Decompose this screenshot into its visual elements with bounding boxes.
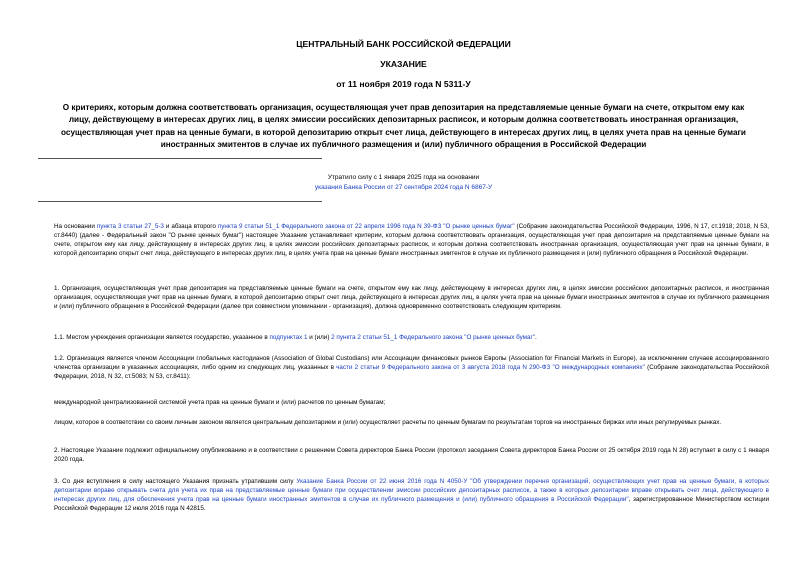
paragraph-2-text: 2. Настоящее Указание подлежит официальному опубликованию и в соответствии с решением Совета директоров Банка России (протокол заседания Совета директоров Банка России от 25 октября 2019 года N 28) вступает в силу с 1 января 2020 года.: [54, 447, 769, 463]
divider-top: [38, 158, 322, 159]
expiry-note-text: Утратило силу с 1 января 2025 года на основании: [327, 174, 480, 181]
paragraph-1-1: [38, 334, 769, 343]
paragraph-1-2-text-1: 1.2. Организация является членом Ассоциации глобальных кастодианов (Association of Global Custodians) или Ассоциации финансовых рынков Европы (Association for Financial Markets in Europe), за исключением случаев ассоциированного членства организации в указанных ассоциациях, либо одним из следующих лиц, указанных в: [54, 355, 769, 371]
paragraph-1-1-text-3: .: [535, 334, 537, 341]
paragraph-1-2-item-1: [38, 399, 769, 408]
issuer-heading: ЦЕНТРАЛЬНЫЙ БАНК РОССИЙСКОЙ ФЕДЕРАЦИИ: [296, 39, 511, 49]
preamble-text-1: На основании: [54, 223, 97, 230]
paragraph-1-2-item-2: [38, 419, 769, 428]
securities-market-law-link[interactable]: пункта 9 статьи 51_1 Федерального закона от 22 апреля 1996 года N 39-ФЗ "О рынке ценных бумаг": [217, 223, 515, 230]
paragraph-3-text-1: 3. Со дня вступления в силу настоящего Указания признать утратившим силу: [54, 478, 297, 485]
paragraph-1-2-item-1-text: международной централизованной системой учета прав на ценные бумаги и (или) расчетов по ценным бумагам;: [54, 399, 386, 406]
divider-bottom: [38, 201, 322, 202]
document-title: О критериях, которым должна соответствовать организация, осуществляющая учет прав депозитария на представляемые ценные бумаги на счете, открытом ему как лицу, действующему в интересах других лиц, в целях эмиссии российских депозитарных расписок, и которым должна соответствовать иностранная организация, осуществляющая учет прав на ценные бумаги, в которой депозитарию открыт счет лица, действующего в интересах других лиц, в целях учета прав на ценные бумаги иностранных эмитентов в случае их публичного размещения и (или) публичного обращения в Российской Федерации: [61, 103, 746, 150]
paragraph-2: [38, 447, 769, 465]
expiry-basis-link[interactable]: указания Банка России от 27 сентября 2024 года N 6867-У: [314, 184, 493, 191]
paragraph-1-1-text-1: 1.1. Местом учреждения организации является государство, указанное в: [54, 334, 270, 341]
paragraph-1-2: [38, 355, 769, 382]
expiry-note: [0, 173, 807, 193]
paragraph-1: [38, 285, 769, 312]
paragraph-3: [38, 478, 769, 514]
article-51-1-link[interactable]: 2 пункта 2 статьи 51_1 Федерального закона "О рынке ценных бумаг": [331, 334, 536, 341]
instruction-4050-u-link[interactable]: Указание Банка России от 22 июня 2016 года N 4050-У "Об утверждении перечня организаций, осуществляющих учет прав на ценные бумаги, в которых депозитарии вправе открывать счета для учета их прав на представляемые ценные бумаги при осуществлении эмиссии российских депозитарных расписок, а также в которых депозитарии вправе открывать счет лица, действующего в интересах других лиц, для обеспечения учета прав на ценные бумаги иностранных эмитентов в случае их публичного размещения и (или) публичного обращения в Российской Федерации": [54, 478, 769, 503]
international-companies-law-link[interactable]: части 2 статьи 9 Федерального закона от 3 августа 2018 года N 290-ФЗ "О международных компаниях": [336, 363, 645, 371]
document-date-number: от 11 ноября 2019 года N 5311-У: [336, 79, 471, 89]
paragraph-1-2-text-2: (Собрание законодательства Российской Федерации, 2018, N 32, ст.5083; N 53, ст.8411):: [54, 363, 769, 380]
paragraph-3-text-2: , зарегистрированное Министерством юстиции Российской Федерации 12 июля 2016 года N 42815.: [54, 495, 769, 512]
paragraph-1-2-item-2-text: лицом, которое в соответствии со своим личным законом является центральным депозитарием и (или) осуществляет расчеты по ценным бумагам по результатам торгов на иностранных биржах или иных регулируемых рынках.: [54, 419, 722, 426]
paragraph-1-1-text-2: и (или): [307, 334, 332, 341]
law-article-27-5-3-link[interactable]: пункта 3 статьи 27_5-3: [96, 223, 164, 230]
preamble-text-3: (Собрание законодательства Российской Федерации, 1996, N 17, ст.1918; 2018, N 53, ст.8440) (далее - Федеральный закон "О рынке ценных бумаг") настоящее Указание устанавливает критерии, которым должна соответствовать организация, осуществляющая учет прав депозитария на представляемые ценные бумаги на счете, открытом ему как лицу, действующему в интересах других лиц, в целях эмиссии российских депозитарных расписок, и которым должна соответствовать иностранная организация, осуществляющая учет прав на ценные бумаги, в которой депозитарию открыт счет лица, действующего в интересах других лиц, в целях учета прав на ценные бумаги иностранных эмитентов в случае их публичного размещения и (или) публичного обращения в Российской Федерации.: [54, 223, 770, 257]
paragraph-1-text: 1. Организация, осуществляющая учет прав депозитария на представляемые ценные бумаги на счете, открытом ему как лицу, действующему в интересах других лиц, в целях эмиссии российских депозитарных расписок, и иностранная организация, осуществляющая учет прав на ценные бумаги, в которой депозитарию открыт счет лица, действующего в интересах других лиц, в целях учета прав на ценные бумаги иностранных эмитентов в случае их публичного размещения и (или) публичного обращения в Российской Федерации (далее при совместном упоминании - организация), должна одновременно соответствовать следующим критериям.: [54, 285, 769, 310]
subparagraph-1-link[interactable]: подпунктах 1: [269, 334, 308, 341]
document-type-heading: УКАЗАНИЕ: [380, 59, 427, 69]
preamble-text-2: и абзаца второго: [163, 223, 218, 230]
preamble-paragraph: [38, 223, 769, 259]
